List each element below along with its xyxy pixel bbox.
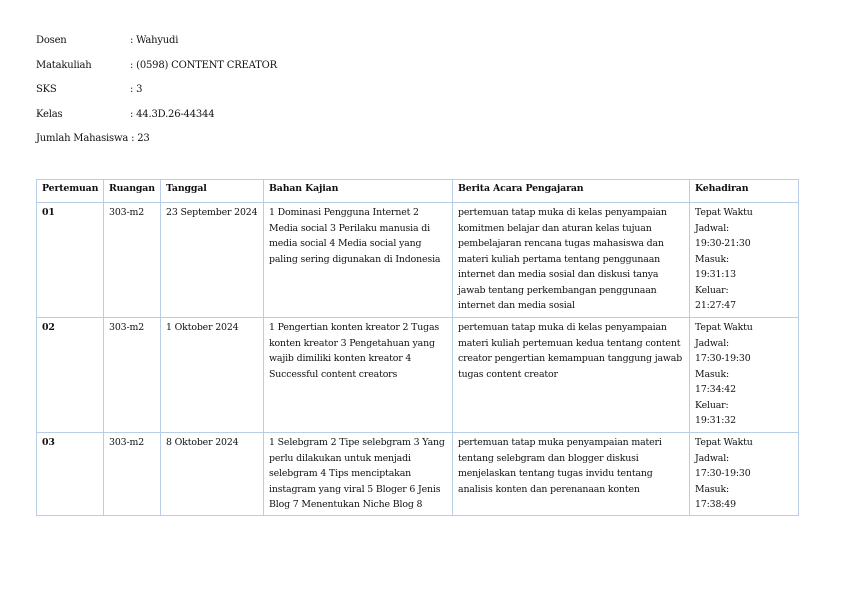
cell-kehadiran <box>690 318 799 433</box>
header-bahan-kajian: Bahan Kajian <box>264 180 453 203</box>
kehadiran-jadwal-value: 17:30-19:30 <box>695 353 751 364</box>
header-tanggal: Tanggal <box>161 180 264 203</box>
cell-pertemuan: 03 <box>37 433 104 516</box>
kehadiran-jadwal-label: Jadwal: <box>695 337 730 349</box>
header-berita-acara: Berita Acara Pengajaran <box>453 180 690 203</box>
table-row <box>37 318 799 433</box>
kehadiran-keluar-value: 21:27:47 <box>695 300 736 311</box>
cell-pertemuan: 02 <box>37 318 104 433</box>
kehadiran-masuk-label: Masuk: <box>695 253 729 265</box>
header-pertemuan: Pertemuan <box>37 180 104 203</box>
info-row-matakuliah <box>36 59 277 84</box>
table-row <box>37 203 799 318</box>
kehadiran-jadwal-value: 17:30-19:30 <box>695 468 751 479</box>
kehadiran-keluar-label: Keluar: <box>695 284 729 296</box>
info-row-dosen <box>36 34 179 59</box>
cell-ruangan: 303-m2 <box>104 433 161 516</box>
cell-ruangan: 303-m2 <box>104 318 161 433</box>
cell-kehadiran <box>690 203 799 318</box>
cell-pertemuan: 01 <box>37 203 104 318</box>
cell-berita-acara: pertemuan tatap muka di kelas penyampaian komitmen belajar dan aturan kelas tujuan pembelajaran rencana tugas mahasiswa dan materi kuliah pertama tentang penggunaan internet dan media sosial dan diskusi tanya jawab tentang perkembangan penggunaan internet dan media sosial <box>453 203 690 318</box>
kehadiran-jadwal-label: Jadwal: <box>695 222 730 234</box>
info-value: : 44.3D.26-44344 <box>130 108 215 120</box>
info-value: : (0598) CONTENT CREATOR <box>130 59 277 71</box>
info-label: Matakuliah <box>36 59 92 71</box>
kehadiran-masuk-value: 19:31:13 <box>695 269 736 280</box>
info-value: : 3 <box>130 84 143 95</box>
kehadiran-status: Tepat Waktu <box>695 437 753 448</box>
info-label: Dosen <box>36 35 67 46</box>
cell-kehadiran <box>690 433 799 516</box>
info-row-jumlah-mahasiswa <box>36 132 150 157</box>
header-ruangan: Ruangan <box>104 180 161 203</box>
info-label: Kelas <box>36 108 63 120</box>
kehadiran-status: Tepat Waktu <box>695 322 753 333</box>
cell-tanggal: 23 September 2024 <box>161 203 264 318</box>
kehadiran-jadwal-value: 19:30-21:30 <box>695 238 751 249</box>
info-label: SKS <box>36 84 57 95</box>
kehadiran-keluar-label: Keluar: <box>695 399 729 411</box>
cell-tanggal: 8 Oktober 2024 <box>161 433 264 516</box>
cell-tanggal: 1 Oktober 2024 <box>161 318 264 433</box>
course-info <box>36 34 277 157</box>
cell-berita-acara: pertemuan tatap muka penyampaian materi tentang selebgram dan blogger diskusi menjelaskan tentang tugas invidu tentang analisis konten dan perenanaan konten <box>453 433 690 516</box>
info-value: : Wahyudi <box>130 35 179 46</box>
kehadiran-masuk-value: 17:34:42 <box>695 384 736 395</box>
kehadiran-masuk-label: Masuk: <box>695 368 729 380</box>
cell-bahan-kajian: 1 Selebgram 2 Tipe selebgram 3 Yang perlu dilakukan untuk menjadi selebgram 4 Tips menciptakan instagram yang viral 5 Bloger 6 Jenis Blog 7 Menentukan Niche Blog 8 <box>264 433 453 516</box>
cell-berita-acara: pertemuan tatap muka di kelas penyampaian materi kuliah pertemuan kedua tentang content creator pengertian kemampuan tanggung jawab tugas content creator <box>453 318 690 433</box>
cell-ruangan: 303-m2 <box>104 203 161 318</box>
info-row-sks <box>36 83 150 108</box>
header-kehadiran: Kehadiran <box>690 180 799 203</box>
table-row <box>37 433 799 516</box>
kehadiran-jadwal-label: Jadwal: <box>695 452 730 464</box>
kehadiran-status: Tepat Waktu <box>695 207 753 218</box>
kehadiran-keluar-value: 19:31:32 <box>695 415 736 426</box>
kehadiran-masuk-value: 17:38:49 <box>695 499 736 510</box>
schedule-table <box>36 179 799 516</box>
cell-bahan-kajian: 1 Dominasi Pengguna Internet 2 Media social 3 Perilaku manusia di media social 4 Media social yang paling sering digunakan di Indonesia <box>264 203 453 318</box>
table-header-row <box>37 180 799 203</box>
info-row-kelas <box>36 108 215 133</box>
jumlah-mahasiswa: Jumlah Mahasiswa : 23 <box>36 133 150 144</box>
kehadiran-masuk-label: Masuk: <box>695 483 729 495</box>
cell-bahan-kajian: 1 Pengertian konten kreator 2 Tugas konten kreator 3 Pengetahuan yang wajib dimiliki konten kreator 4 Successful content creators <box>264 318 453 433</box>
